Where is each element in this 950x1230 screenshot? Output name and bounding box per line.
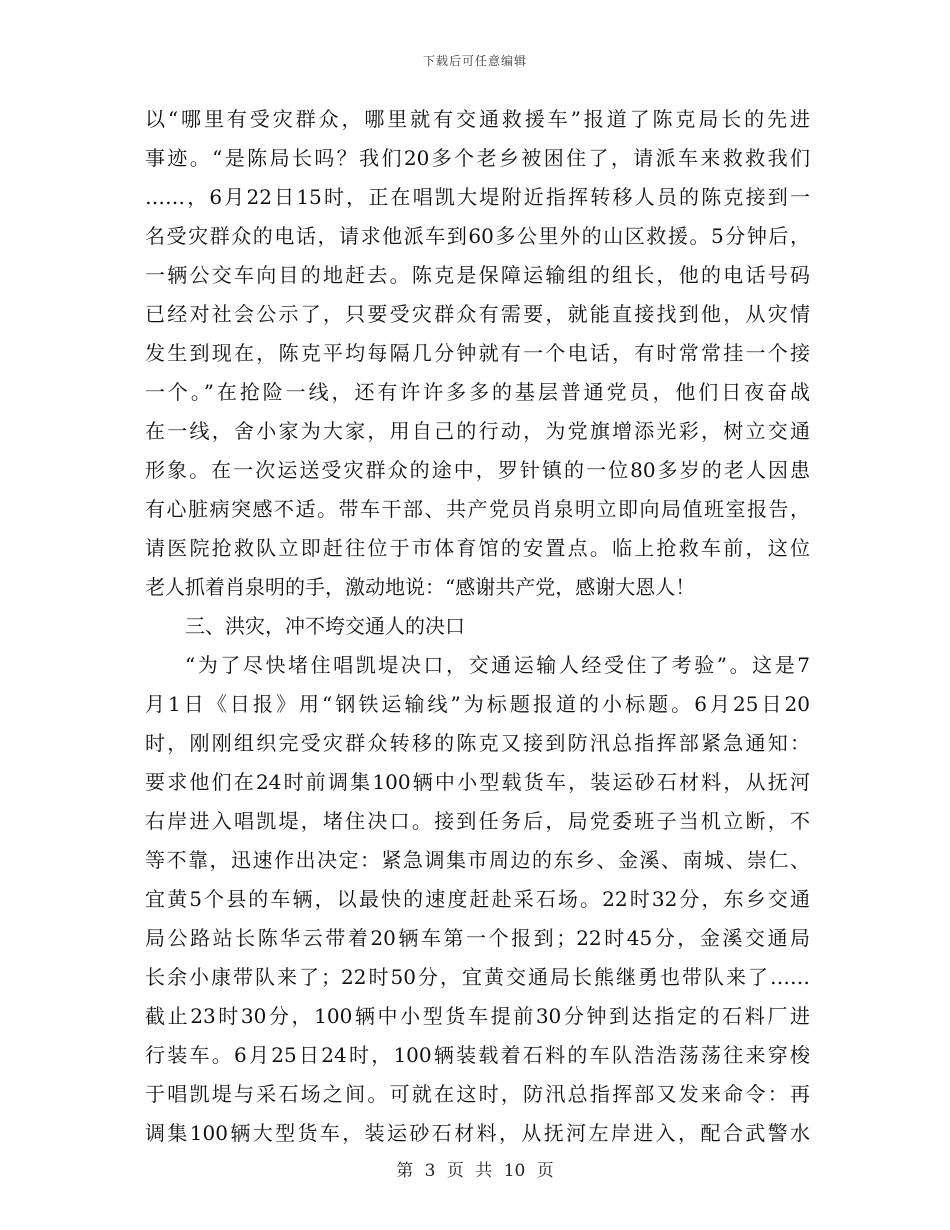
text-line-content: 事迹。“是陈局长吗？我们20多个老乡被困住了，请派车来救救我们 bbox=[145, 146, 810, 170]
text-line-content: 要求他们在24时前调集100辆中小型载货车，装运砂石材料，从抚河 bbox=[145, 770, 810, 794]
text-line bbox=[145, 178, 810, 217]
text-line-content: 右岸进入唱凯堤，堵住决口。接到任务后，局党委班子当机立断，不 bbox=[145, 809, 810, 833]
text-line bbox=[145, 334, 810, 373]
text-line-content: ……，6月22日15时，正在唱凯大堤附近指挥转移人员的陈克接到一 bbox=[145, 185, 810, 209]
text-line-content: “为了尽快堵住唱凯堤决口，交通运输人经受住了考验”。这是7 bbox=[185, 653, 810, 677]
page-footer: 第 3 页 共 10 页 bbox=[396, 1161, 554, 1181]
text-line bbox=[145, 724, 810, 763]
text-line bbox=[145, 451, 810, 490]
text-line bbox=[145, 373, 810, 412]
text-line bbox=[145, 139, 810, 178]
text-line bbox=[145, 646, 810, 685]
text-line-content: 老人抓着肖泉明的手，激动地说：“感谢共产党，感谢大恩人！ bbox=[145, 575, 696, 599]
text-line-content: 等不靠，迅速作出决定：紧急调集市周边的东乡、金溪、南城、崇仁、 bbox=[145, 848, 810, 872]
text-line bbox=[145, 1036, 810, 1075]
text-line bbox=[145, 919, 810, 958]
text-line bbox=[145, 763, 810, 802]
text-line-content: 三、洪灾，冲不垮交通人的决口 bbox=[185, 614, 465, 638]
text-line bbox=[145, 1114, 810, 1153]
text-line-content: 于唱凯堤与采石场之间。可就在这时，防汛总指挥部又发来命令：再 bbox=[145, 1082, 810, 1106]
text-line bbox=[145, 568, 810, 607]
text-line-content: 局公路站长陈华云带着20辆车第一个报到；22时45分，金溪交通局 bbox=[145, 926, 810, 950]
text-line bbox=[145, 529, 810, 568]
text-line bbox=[145, 1075, 810, 1114]
text-line-content: 在一线，舍小家为大家，用自己的行动，为党旗增添光彩，树立交通 bbox=[145, 419, 810, 443]
text-line-content: 名受灾群众的电话，请求他派车到60多公里外的山区救援。5分钟后， bbox=[145, 224, 810, 248]
text-line-content: 有心脏病突感不适。带车干部、共产党员肖泉明立即向局值班室报告， bbox=[145, 497, 810, 521]
text-line bbox=[145, 217, 810, 256]
text-line-content: 长余小康带队来了；22时50分，宜黄交通局长熊继勇也带队来了…… bbox=[145, 965, 810, 989]
text-line-content: 一个。”在抢险一线，还有许许多多的基层普通党员，他们日夜奋战 bbox=[145, 380, 810, 404]
text-line-content: 截止23时30分，100辆中小型货车提前30分钟到达指定的石料厂进 bbox=[145, 1004, 810, 1028]
document-body bbox=[145, 100, 810, 1153]
text-line-content: 行装车。6月25日24时，100辆装载着石料的车队浩浩荡荡往来穿梭 bbox=[145, 1043, 810, 1067]
text-line bbox=[145, 802, 810, 841]
text-line bbox=[145, 100, 810, 139]
text-line bbox=[145, 295, 810, 334]
text-line-content: 形象。在一次运送受灾群众的途中，罗针镇的一位80多岁的老人因患 bbox=[145, 458, 810, 482]
text-line-content: 宜黄5个县的车辆，以最快的速度赶赴采石场。22时32分，东乡交通 bbox=[145, 887, 810, 911]
text-line bbox=[145, 841, 810, 880]
text-line-content: 以“哪里有受灾群众，哪里就有交通救援车”报道了陈克局长的先进 bbox=[145, 107, 810, 131]
text-line bbox=[145, 997, 810, 1036]
text-line-content: 一辆公交车向目的地赶去。陈克是保障运输组的组长，他的电话号码 bbox=[145, 263, 810, 287]
text-line-content: 已经对社会公示了，只要受灾群众有需要，就能直接找到他，从灾情 bbox=[145, 302, 810, 326]
text-line-content: 月1日《日报》用“钢铁运输线”为标题报道的小标题。6月25日20 bbox=[145, 692, 810, 716]
text-line-content: 调集100辆大型货车，装运砂石材料，从抚河左岸进入，配合武警水 bbox=[145, 1121, 810, 1145]
text-line bbox=[145, 880, 810, 919]
text-line-content: 时，刚刚组织完受灾群众转移的陈克又接到防汛总指挥部紧急通知： bbox=[145, 731, 810, 755]
text-line bbox=[145, 256, 810, 295]
text-line bbox=[145, 490, 810, 529]
text-line bbox=[145, 958, 810, 997]
text-line-content: 请医院抢救队立即赶往位于市体育馆的安置点。临上抢救车前，这位 bbox=[145, 536, 810, 560]
text-line bbox=[145, 607, 810, 646]
text-line-content: 发生到现在，陈克平均每隔几分钟就有一个电话，有时常常挂一个接 bbox=[145, 341, 810, 365]
text-line bbox=[145, 412, 810, 451]
text-line bbox=[145, 685, 810, 724]
page-header: 下载后可任意编辑 bbox=[422, 54, 527, 68]
